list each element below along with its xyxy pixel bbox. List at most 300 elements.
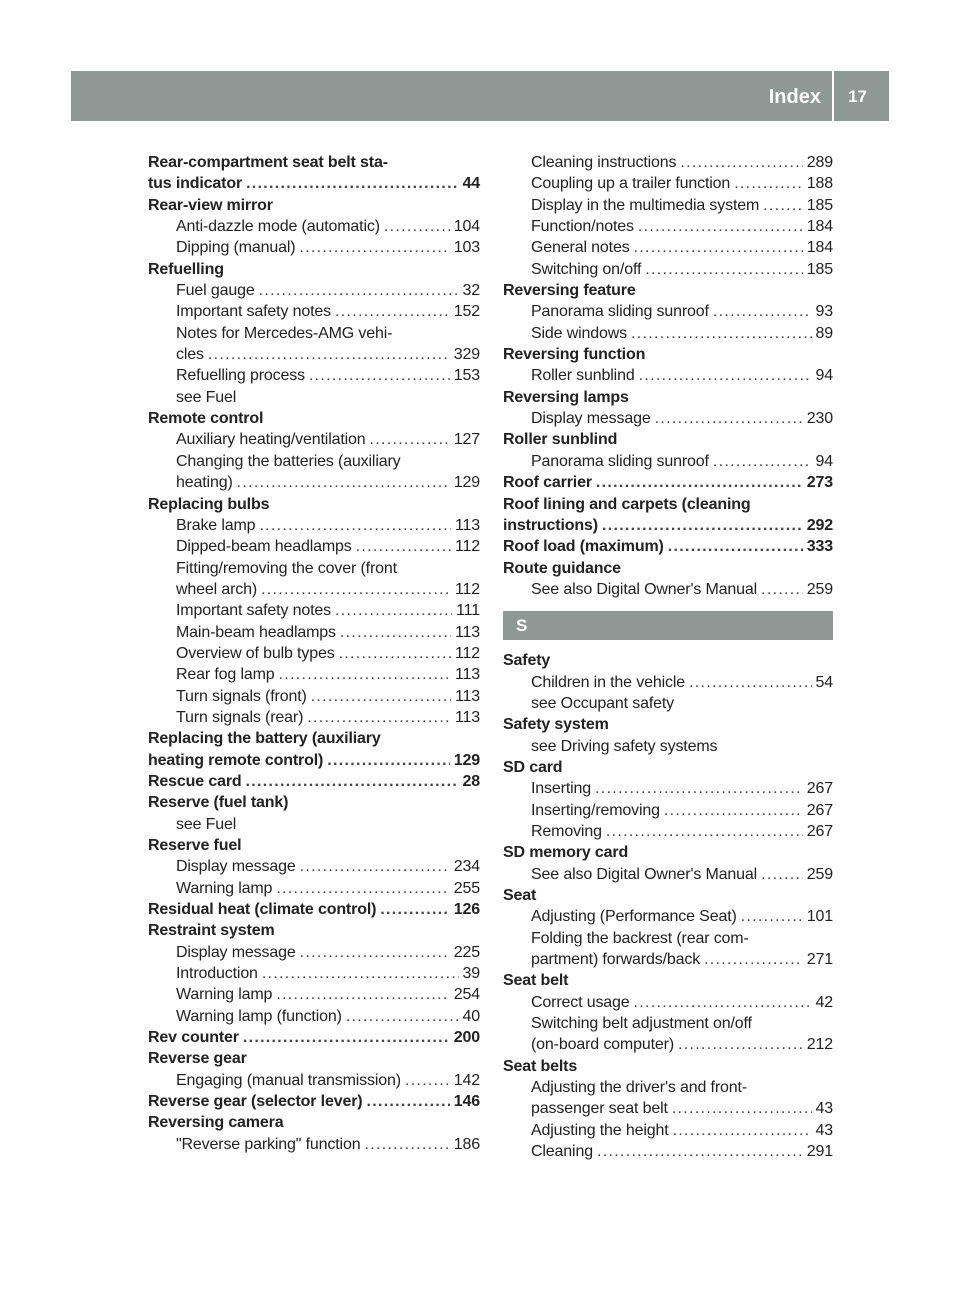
dot-leader xyxy=(335,600,452,621)
entry-text: Seat belt xyxy=(503,972,569,990)
dot-leader xyxy=(634,992,812,1013)
dot-leader xyxy=(673,1120,812,1141)
dot-leader xyxy=(602,515,803,536)
index-subentry xyxy=(148,942,480,963)
entry-text: Adjusting the driver's and front- xyxy=(531,1079,747,1097)
entry-text: Inserting xyxy=(531,780,592,798)
page-reference[interactable]: 40 xyxy=(462,1007,480,1025)
index-subentry xyxy=(148,664,480,685)
page-reference[interactable]: 112 xyxy=(454,644,480,662)
entry-text: Removing xyxy=(531,822,602,840)
entry-text: Notes for Mercedes-AMG vehi- xyxy=(176,324,393,342)
dot-leader xyxy=(246,771,459,792)
index-entry xyxy=(148,494,480,515)
entry-text: Reverse gear xyxy=(148,1050,247,1068)
entry-text: Panorama sliding sunroof xyxy=(531,452,709,470)
index-entry xyxy=(503,344,833,365)
dot-leader xyxy=(638,216,803,237)
entry-text: Function/notes xyxy=(531,218,634,236)
page-reference[interactable]: 225 xyxy=(453,943,480,961)
index-subentry xyxy=(503,672,833,693)
page-reference[interactable]: 43 xyxy=(815,1100,833,1118)
index-subentry xyxy=(503,736,833,757)
index-subentry xyxy=(148,707,480,728)
entry-text: partment) forwards/back xyxy=(531,951,701,969)
entry-text: Coupling up a trailer function xyxy=(531,175,731,193)
index-entry xyxy=(148,1027,480,1048)
entry-text: Main-beam headlamps xyxy=(176,623,336,641)
entry-text: See also Digital Owner's Manual xyxy=(531,865,758,883)
page-reference[interactable]: 255 xyxy=(453,879,480,897)
index-subentry xyxy=(503,1098,833,1119)
page-reference[interactable]: 230 xyxy=(806,410,833,428)
index-subentry xyxy=(148,1006,480,1027)
entry-text: Roof carrier xyxy=(503,474,592,492)
entry-text: Cleaning instructions xyxy=(531,154,677,171)
index-subentry xyxy=(503,1141,833,1162)
index-column-right xyxy=(503,152,833,1162)
entry-text: Roller sunblind xyxy=(503,431,618,449)
page-reference[interactable]: 273 xyxy=(806,474,833,492)
entry-text: Roof load (maximum) xyxy=(503,538,664,556)
index-subentry xyxy=(148,622,480,643)
page-reference[interactable]: 113 xyxy=(454,516,480,534)
dot-leader xyxy=(761,864,803,885)
dot-leader xyxy=(327,750,450,771)
index-entry xyxy=(148,1048,480,1069)
index-entry xyxy=(148,771,480,792)
entry-text: Auxiliary heating/ventilation xyxy=(176,431,366,449)
dot-leader xyxy=(339,643,451,664)
index-entry xyxy=(503,472,833,493)
dot-leader xyxy=(655,408,803,429)
entry-text: Display message xyxy=(176,858,296,876)
entry-text: (on-board computer) xyxy=(531,1036,674,1054)
entry-text: Seat xyxy=(503,887,537,904)
entry-text: Display in the multimedia system xyxy=(531,196,760,214)
index-entry xyxy=(503,494,833,515)
index-column-left xyxy=(148,152,480,1155)
entry-text: Warning lamp xyxy=(176,986,273,1004)
index-entry xyxy=(503,515,833,536)
entry-text: Replacing the battery (auxiliary xyxy=(148,730,381,748)
dot-leader xyxy=(261,579,451,600)
dot-leader xyxy=(340,622,451,643)
entry-text: Correct usage xyxy=(531,993,630,1011)
index-subentry xyxy=(148,600,480,621)
index-entry xyxy=(148,750,480,771)
index-subentry xyxy=(503,173,833,194)
index-subentry xyxy=(148,365,480,386)
entry-text: Reversing function xyxy=(503,346,646,364)
dot-leader xyxy=(364,1134,449,1155)
entry-text: General notes xyxy=(531,239,630,257)
index-entry xyxy=(148,173,480,194)
dot-leader xyxy=(299,237,449,258)
index-subentry xyxy=(503,259,833,280)
index-subentry xyxy=(148,643,480,664)
page-reference[interactable]: 291 xyxy=(806,1143,833,1161)
index-subentry xyxy=(503,1013,833,1034)
dot-leader xyxy=(243,1027,450,1048)
page-reference[interactable]: 259 xyxy=(806,580,833,598)
dot-leader xyxy=(597,1141,803,1162)
index-subentry xyxy=(503,579,833,600)
index-subentry xyxy=(148,323,480,344)
index-subentry xyxy=(503,216,833,237)
page-reference[interactable]: 185 xyxy=(806,196,833,214)
dot-leader xyxy=(734,173,803,194)
index-subentry xyxy=(503,864,833,885)
dot-leader xyxy=(335,301,450,322)
page-reference[interactable]: 186 xyxy=(453,1135,480,1153)
entry-text: Switching on/off xyxy=(531,260,642,278)
entry-text: "Reverse parking" function xyxy=(176,1135,361,1153)
dot-leader xyxy=(237,472,450,493)
entry-text: Reserve fuel xyxy=(148,837,242,854)
index-subentry xyxy=(148,878,480,899)
entry-text: SD card xyxy=(503,758,563,776)
entry-text: Reversing lamps xyxy=(503,388,629,406)
entry-text: Display message xyxy=(176,943,296,961)
index-subentry xyxy=(148,856,480,877)
index-entry xyxy=(503,1056,833,1077)
page-reference[interactable]: 94 xyxy=(815,367,833,385)
dot-leader xyxy=(309,365,450,386)
entry-text: Cleaning xyxy=(531,1143,593,1161)
index-entry xyxy=(148,792,480,813)
page-reference[interactable]: 267 xyxy=(806,801,833,819)
index-subentry xyxy=(148,686,480,707)
index-subentry xyxy=(503,992,833,1013)
index-entry xyxy=(148,728,480,749)
index-subentry xyxy=(503,195,833,216)
entry-text: Side windows xyxy=(531,324,628,342)
page-reference[interactable]: 113 xyxy=(454,623,480,641)
entry-text: Rear-view mirror xyxy=(148,196,273,214)
entry-text: Fuel gauge xyxy=(176,282,255,300)
entry-text: Adjusting the height xyxy=(531,1121,669,1139)
entry-text: Reversing feature xyxy=(503,282,636,300)
entry-text: Reverse gear (selector lever) xyxy=(148,1093,363,1111)
index-subentry xyxy=(503,237,833,258)
dot-leader xyxy=(356,536,451,557)
index-entry xyxy=(148,835,480,856)
dot-leader xyxy=(259,515,451,536)
entry-text: Inserting/removing xyxy=(531,801,660,819)
index-subentry xyxy=(148,558,480,579)
dot-leader xyxy=(307,707,451,728)
index-entry xyxy=(148,920,480,941)
entry-text: Introduction xyxy=(176,965,258,983)
page-reference[interactable]: 267 xyxy=(806,822,833,840)
entry-text: Seat belts xyxy=(503,1057,578,1075)
page-reference[interactable]: 289 xyxy=(806,154,833,171)
page-reference[interactable]: 184 xyxy=(806,218,833,236)
page-reference[interactable]: 94 xyxy=(815,452,833,470)
index-subentry xyxy=(148,963,480,984)
dot-leader xyxy=(370,429,450,450)
page-reference[interactable]: 292 xyxy=(806,516,833,534)
page-reference[interactable]: 113 xyxy=(454,666,480,684)
entry-text: Route guidance xyxy=(503,559,621,577)
entry-text: Children in the vehicle xyxy=(531,673,685,691)
index-entry xyxy=(503,842,833,863)
page-reference[interactable]: 329 xyxy=(453,346,480,364)
index-entry xyxy=(503,536,833,557)
dot-leader xyxy=(713,301,812,322)
dot-leader xyxy=(761,579,803,600)
page-reference[interactable]: 44 xyxy=(462,175,480,193)
entry-text: tus indicator xyxy=(148,175,243,193)
dot-leader xyxy=(631,323,811,344)
section-header: S xyxy=(503,611,833,640)
page-reference[interactable]: 112 xyxy=(454,538,480,556)
page-reference[interactable]: 103 xyxy=(453,239,480,257)
index-subentry xyxy=(148,451,480,472)
page-number: 17 xyxy=(848,87,867,106)
entry-text: Switching belt adjustment on/off xyxy=(531,1015,752,1033)
index-subentry xyxy=(148,429,480,450)
entry-text: Warning lamp (function) xyxy=(176,1007,342,1025)
entry-text: Refuelling xyxy=(148,260,224,278)
index-subentry xyxy=(503,408,833,429)
page-reference[interactable]: 254 xyxy=(453,986,480,1004)
dot-leader xyxy=(276,878,449,899)
index-subentry xyxy=(503,906,833,927)
page-reference[interactable]: 32 xyxy=(462,282,480,300)
page-reference[interactable]: 113 xyxy=(454,708,480,726)
entry-text: Dipped-beam headlamps xyxy=(176,538,352,556)
index-subentry xyxy=(148,301,480,322)
entry-text: heating remote control) xyxy=(148,751,324,769)
entry-text: heating) xyxy=(176,474,233,492)
entry-text: Important safety notes xyxy=(176,303,332,321)
entry-text: see Fuel xyxy=(176,388,237,406)
entry-text: Changing the batteries (auxiliary xyxy=(176,452,401,470)
index-subentry xyxy=(148,1134,480,1155)
entry-text: Safety system xyxy=(503,716,609,734)
page-reference[interactable]: 43 xyxy=(815,1121,833,1139)
page-reference[interactable]: 42 xyxy=(815,993,833,1011)
entry-text: Folding the backrest (rear com- xyxy=(531,929,749,947)
page-reference[interactable]: 127 xyxy=(453,431,480,449)
dot-leader xyxy=(380,899,449,920)
dot-leader xyxy=(741,906,803,927)
entry-text: Replacing bulbs xyxy=(148,495,270,513)
index-entry xyxy=(148,899,480,920)
dot-leader xyxy=(366,1091,449,1112)
dot-leader xyxy=(311,686,451,707)
index-entry xyxy=(503,650,833,671)
index-entry xyxy=(148,195,480,216)
index-entry xyxy=(503,757,833,778)
entry-text: Restraint system xyxy=(148,922,275,940)
dot-leader xyxy=(680,152,802,173)
entry-text: SD memory card xyxy=(503,844,629,862)
index-subentry xyxy=(148,814,480,835)
index-subentry xyxy=(148,472,480,493)
entry-text: Overview of bulb types xyxy=(176,644,335,662)
page-reference[interactable]: 142 xyxy=(453,1071,480,1089)
entry-text: Panorama sliding sunroof xyxy=(531,303,709,321)
index-entry xyxy=(503,714,833,735)
page-reference[interactable]: 113 xyxy=(454,687,480,705)
header-title: Index xyxy=(768,86,821,108)
page-reference[interactable]: 89 xyxy=(815,324,833,342)
index-subentry xyxy=(503,778,833,799)
dot-leader xyxy=(276,984,449,1005)
dot-leader xyxy=(664,800,803,821)
header-divider xyxy=(832,71,834,121)
page-reference[interactable]: 101 xyxy=(806,908,833,926)
entry-text: Rescue card xyxy=(148,772,242,790)
dot-leader xyxy=(595,778,803,799)
entry-text: Important safety notes xyxy=(176,602,332,620)
entry-text: Rev counter xyxy=(148,1029,239,1047)
index-entry xyxy=(503,429,833,450)
page-reference[interactable]: 93 xyxy=(815,303,833,321)
entry-text: See also Digital Owner's Manual xyxy=(531,580,758,598)
index-subentry xyxy=(503,928,833,949)
index-subentry xyxy=(148,280,480,301)
index-subentry xyxy=(148,984,480,1005)
entry-text: passenger seat belt xyxy=(531,1100,668,1118)
dot-leader xyxy=(279,664,451,685)
index-entry xyxy=(148,259,480,280)
dot-leader xyxy=(384,216,450,237)
page-reference[interactable]: 184 xyxy=(806,239,833,257)
page-reference[interactable]: 267 xyxy=(806,780,833,798)
index-subentry xyxy=(503,301,833,322)
entry-text: Roof lining and carpets (cleaning xyxy=(503,495,751,513)
page-reference[interactable]: 104 xyxy=(453,218,480,236)
entry-text: Residual heat (climate control) xyxy=(148,901,377,919)
page-reference[interactable]: 111 xyxy=(456,602,480,620)
entry-text: Rear-compartment seat belt sta- xyxy=(148,154,388,171)
dot-leader xyxy=(259,280,459,301)
dot-leader xyxy=(713,451,812,472)
index-subentry xyxy=(503,152,833,173)
page-reference[interactable]: 28 xyxy=(462,772,480,790)
index-subentry xyxy=(503,821,833,842)
entry-text: Warning lamp xyxy=(176,879,273,897)
page-reference[interactable]: 333 xyxy=(806,538,833,556)
entry-text: instructions) xyxy=(503,516,598,534)
entry-text: Rear fog lamp xyxy=(176,666,275,684)
index-subentry xyxy=(503,1120,833,1141)
dot-leader xyxy=(668,536,803,557)
entry-text: Turn signals (rear) xyxy=(176,708,304,726)
dot-leader xyxy=(704,949,803,970)
page-reference[interactable]: 129 xyxy=(453,474,480,492)
page-reference[interactable]: 234 xyxy=(453,858,480,876)
entry-text: Remote control xyxy=(148,410,264,428)
entry-text: Roller sunblind xyxy=(531,367,635,385)
entry-text: Reversing camera xyxy=(148,1114,284,1132)
dot-leader xyxy=(639,365,812,386)
index-subentry xyxy=(148,216,480,237)
index-subentry xyxy=(503,451,833,472)
index-subentry xyxy=(148,344,480,365)
dot-leader xyxy=(300,942,450,963)
index-entry xyxy=(148,152,480,173)
dot-leader xyxy=(596,472,803,493)
page-reference[interactable]: 152 xyxy=(453,303,480,321)
dot-leader xyxy=(689,672,812,693)
entry-text: Reserve (fuel tank) xyxy=(148,794,289,812)
entry-text: Brake lamp xyxy=(176,516,256,534)
entry-text: see Occupant safety xyxy=(531,694,675,712)
dot-leader xyxy=(262,963,459,984)
index-entry xyxy=(503,387,833,408)
dot-leader xyxy=(208,344,450,365)
dot-leader xyxy=(645,259,802,280)
page-reference[interactable]: 259 xyxy=(806,865,833,883)
page-reference[interactable]: 271 xyxy=(806,951,833,969)
entry-text: Adjusting (Performance Seat) xyxy=(531,908,737,926)
entry-text: Anti-dazzle mode (automatic) xyxy=(176,218,380,236)
index-subentry xyxy=(503,1077,833,1098)
index-entry xyxy=(503,558,833,579)
index-subentry xyxy=(503,1034,833,1055)
entry-text: cles xyxy=(176,346,204,364)
dot-leader xyxy=(405,1070,450,1091)
index-subentry xyxy=(503,800,833,821)
index-entry xyxy=(148,1091,480,1112)
index-subentry xyxy=(148,579,480,600)
dot-leader xyxy=(672,1098,812,1119)
page-reference[interactable]: 146 xyxy=(453,1093,480,1111)
index-entry xyxy=(503,885,833,906)
index-entry xyxy=(503,280,833,301)
entry-text: Fitting/removing the cover (front xyxy=(176,559,397,577)
dot-leader xyxy=(346,1006,459,1027)
index-subentry xyxy=(148,237,480,258)
index-subentry xyxy=(503,365,833,386)
page-reference[interactable]: 188 xyxy=(806,175,833,193)
entry-text: wheel arch) xyxy=(176,580,258,598)
page-reference[interactable]: 212 xyxy=(806,1036,833,1054)
entry-text: Dipping (manual) xyxy=(176,239,296,257)
page-header xyxy=(71,71,889,121)
page-reference[interactable]: 126 xyxy=(453,901,480,919)
index-entry xyxy=(148,408,480,429)
index-subentry xyxy=(148,536,480,557)
index-entry xyxy=(148,1112,480,1133)
entry-text: Safety xyxy=(503,652,551,670)
page-reference[interactable]: 129 xyxy=(453,751,480,769)
entry-text: Refuelling process xyxy=(176,367,305,385)
index-subentry xyxy=(503,693,833,714)
index-entry xyxy=(503,970,833,991)
dot-leader xyxy=(246,173,458,194)
page-reference[interactable]: 112 xyxy=(454,580,480,598)
page-reference[interactable]: 54 xyxy=(815,673,833,691)
dot-leader xyxy=(634,237,803,258)
page-reference[interactable]: 153 xyxy=(453,367,480,385)
page-reference[interactable]: 39 xyxy=(462,965,480,983)
page-reference[interactable]: 200 xyxy=(453,1029,480,1047)
index-subentry xyxy=(148,387,480,408)
dot-leader xyxy=(678,1034,803,1055)
dot-leader xyxy=(763,195,803,216)
page-reference[interactable]: 185 xyxy=(806,260,833,278)
entry-text: Display message xyxy=(531,410,651,428)
entry-text: see Fuel xyxy=(176,815,237,833)
dot-leader xyxy=(606,821,803,842)
index-subentry xyxy=(148,1070,480,1091)
